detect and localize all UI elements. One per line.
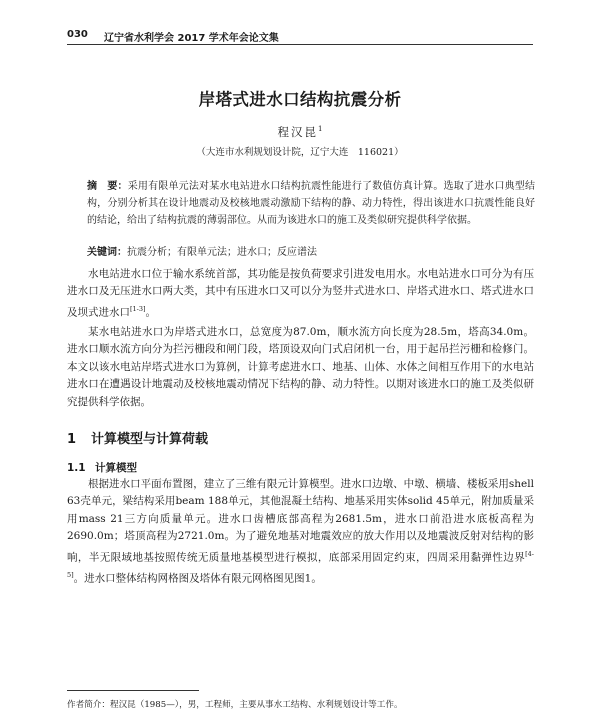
author-footnote: 作者简介：程汉昆（1985—），男，工程师，主要从事水工结构、水利规划设计等工作。: [67, 700, 403, 710]
author-name: 程汉昆: [277, 125, 319, 139]
section-number: 1: [67, 432, 77, 447]
page-number: 030: [67, 29, 88, 40]
citation-1-3: [1-3]: [130, 304, 146, 313]
intro-paragraph-2: 某水电站进水口为岸塔式进水口，总宽度为87.0m，顺水流方向长度为28.5m，塔高34.0m。进水口顺水流方向分为拦污栅段和闸门段，塔顶设双向门式启闭机一台，用于起吊拦污栅和检修门。本文以该水电站岸塔式进水口为算例，计算考虑进水口、地基、山体、水体之间相互作用下的水电站进水口在遭遇设计地震动及校核地震动情况下结构的静、动力特性。以期对该进水口的施工及类似研究提供科学依据。: [67, 326, 534, 408]
subsection-heading-1-1: [67, 460, 137, 475]
section-title: 计算模型与计算荷载: [91, 432, 209, 447]
abstract: [87, 178, 535, 229]
author-superscript: 1: [318, 125, 323, 134]
intro-paragraph-1-text: 水电站进水口位于输水系统首部，其功能是按负荷要求引进发电用水。水电站进水口可分为有压进水口及无压进水口两大类，其中有压进水口又可以分为竖井式进水口、岸塔式进水口、塔式进水口及坝式进水口: [67, 268, 534, 319]
subsection-title: 计算模型: [95, 462, 137, 474]
affiliation: （大连市水利规划设计院，辽宁大连 116021）: [196, 147, 404, 158]
abstract-text: 采用有限单元法对某水电站进水口结构抗震性能进行了数值仿真计算。选取了进水口典型结构，分别分析其在设计地震动及校核地震动激励下结构的静、动力特性，得出该进水口抗震性能良好的结论，给出了结构抗震的薄弱部位。从而为该进水口的施工及类似研究提供科学依据。: [87, 181, 536, 226]
journal-title: 辽宁省水利学会 2017 学术年会论文集: [104, 33, 279, 44]
keywords-label: 关键词：: [87, 247, 127, 258]
model-paragraph-text: 根据进水口平面布置图，建立了三维有限元计算模型。进水口边墩、中墩、横墙、楼板采用shell 63壳单元，梁结构采用beam 188单元，其他混凝土结构、地基采用实体solid 45单元，附加质量采用mass 21三方向质量单元。进水口齿槽底部高程为2681.5m，进水口前沿进水底板高程为2690.0m；塔顶高程为2721.0m。为了避免地基对地震效应的放大作用以及地震波反射对结构的影响，半无限域地基按照传统无质量地基模型进行模拟，底部采用固定约束，四周采用黏弹性边界: [67, 478, 534, 564]
abstract-label: 摘 要：: [87, 181, 128, 192]
header-rule: [67, 44, 533, 45]
footnote-rule: [67, 690, 199, 691]
intro-paragraph-1-end: 。: [145, 306, 157, 319]
citation-4-5: [4-5]: [67, 549, 534, 579]
keywords-text: 抗震分析；有限单元法；进水口；反应谱法: [127, 247, 317, 258]
running-header: [67, 29, 533, 43]
paper-title: 岸塔式进水口结构抗震分析: [198, 90, 402, 109]
intro-paragraph-1: [67, 266, 534, 322]
subsection-number: 1.1: [67, 462, 86, 474]
model-paragraph-end: 。进水口整体结构网格图及塔体有限元网格图见图1。: [73, 572, 322, 585]
author-line: [0, 124, 600, 140]
keywords: [87, 244, 535, 261]
section-heading-1: [67, 428, 208, 447]
model-paragraph: [67, 476, 534, 587]
